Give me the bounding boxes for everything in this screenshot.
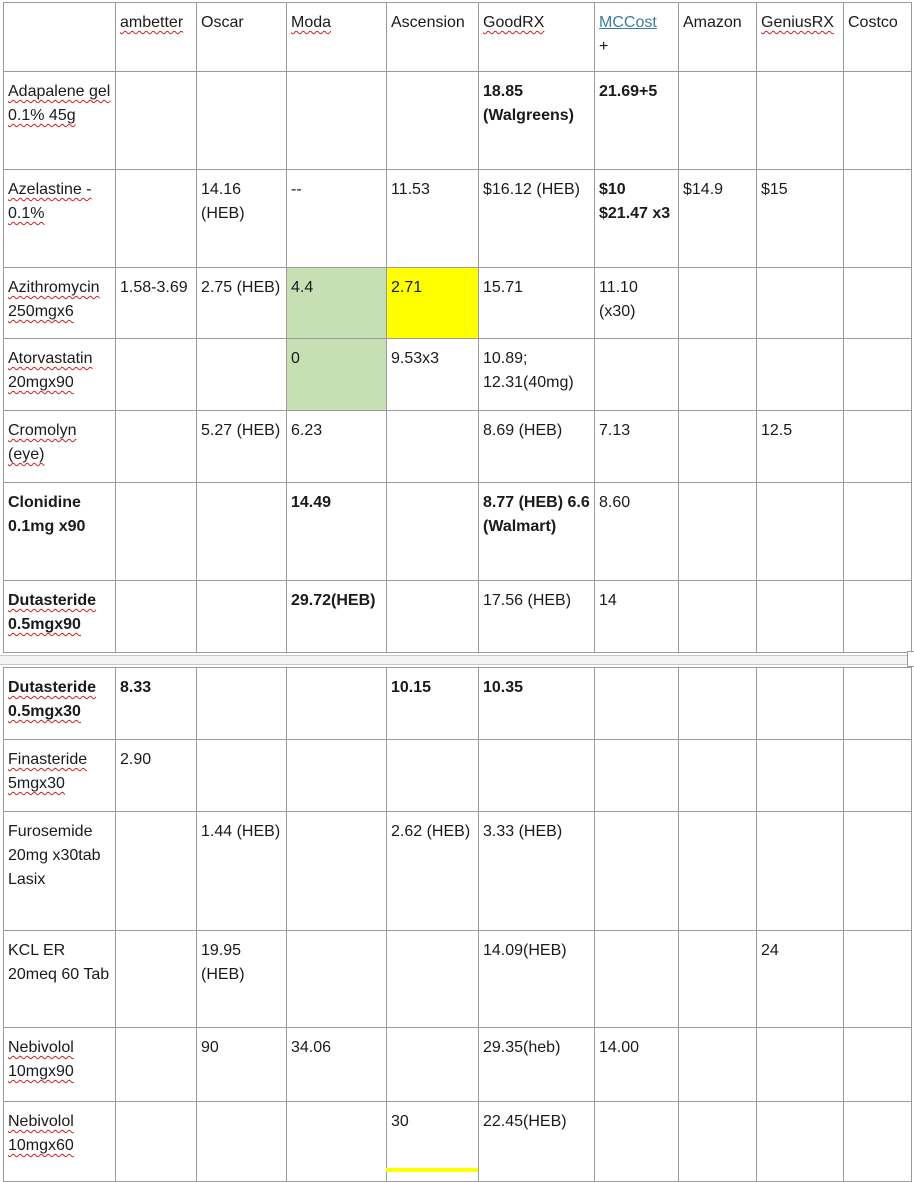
price-cell [679, 1028, 757, 1102]
price-cell: 10.35 [479, 668, 595, 740]
drug-name-cell: Cromolyn (eye) [4, 411, 116, 483]
mccost-link[interactable]: MCCost [599, 14, 657, 31]
header-mccost[interactable]: MCCost + [595, 3, 679, 72]
price-cell: 3.33 (HEB) [479, 812, 595, 931]
price-cell [844, 581, 912, 653]
price-cell [844, 72, 912, 170]
price-cell [844, 931, 912, 1028]
drug-name-cell: Clonidine 0.1mg x90 [4, 483, 116, 581]
price-cell [197, 740, 287, 812]
drug-name-cell: Azelastine - 0.1% [4, 170, 116, 268]
price-cell [287, 931, 387, 1028]
price-cell: $15 [757, 170, 844, 268]
price-cell [844, 411, 912, 483]
header-geniusrx: GeniusRX [757, 3, 844, 72]
price-cell: 14.49 [287, 483, 387, 581]
price-cell [679, 581, 757, 653]
price-cell: 21.69+5 [595, 72, 679, 170]
table-row [4, 931, 912, 1028]
table-row [4, 812, 912, 931]
price-cell: $10 $21.47 x3 [595, 170, 679, 268]
price-table-1 [3, 2, 912, 653]
price-cell [844, 483, 912, 581]
price-cell [116, 931, 197, 1028]
price-cell: 2.62 (HEB) [387, 812, 479, 931]
price-cell [197, 483, 287, 581]
price-cell [757, 483, 844, 581]
price-cell: 1.44 (HEB) [197, 812, 287, 931]
price-cell: 9.53x3 [387, 339, 479, 411]
price-cell [387, 1028, 479, 1102]
price-cell [595, 931, 679, 1028]
price-cell [844, 339, 912, 411]
price-cell [197, 1102, 287, 1182]
header-goodrx: GoodRX [479, 3, 595, 72]
header-ambetter: ambetter [116, 3, 197, 72]
price-cell [844, 1102, 912, 1182]
price-cell [679, 931, 757, 1028]
drug-name-cell: KCL ER 20meq 60 Tab [4, 931, 116, 1028]
header-costco: Costco [844, 3, 912, 72]
price-cell [116, 1028, 197, 1102]
table-row [4, 668, 912, 740]
price-cell [844, 268, 912, 339]
price-cell: 22.45(HEB) [479, 1102, 595, 1182]
header-oscar: Oscar [197, 3, 287, 72]
price-cell [116, 581, 197, 653]
price-cell: 14.09(HEB) [479, 931, 595, 1028]
price-table-2 [3, 667, 912, 1182]
price-cell [679, 1102, 757, 1182]
table-row [4, 740, 912, 812]
price-cell [595, 740, 679, 812]
price-cell [757, 339, 844, 411]
price-cell [757, 1102, 844, 1182]
price-cell [844, 1028, 912, 1102]
price-cell [287, 812, 387, 931]
price-cell: 8.60 [595, 483, 679, 581]
price-cell: 34.06 [287, 1028, 387, 1102]
price-cell: 8.33 [116, 668, 197, 740]
price-cell: 29.72(HEB) [287, 581, 387, 653]
price-cell [287, 740, 387, 812]
price-cell: $16.12 (HEB) [479, 170, 595, 268]
price-cell [197, 72, 287, 170]
price-cell [287, 668, 387, 740]
price-cell [757, 581, 844, 653]
table-row [4, 170, 912, 268]
price-cell [679, 339, 757, 411]
table-row [4, 581, 912, 653]
price-cell [757, 1028, 844, 1102]
price-cell [387, 72, 479, 170]
price-cell [757, 268, 844, 339]
price-cell [197, 668, 287, 740]
price-cell [595, 668, 679, 740]
price-cell [595, 812, 679, 931]
price-cell [116, 170, 197, 268]
price-cell [287, 1102, 387, 1182]
price-cell: 19.95 (HEB) [197, 931, 287, 1028]
header-cell-empty [4, 3, 116, 72]
price-cell [679, 268, 757, 339]
table-row [4, 411, 912, 483]
price-cell [116, 812, 197, 931]
price-cell: 8.77 (HEB) 6.6 (Walmart) [479, 483, 595, 581]
price-cell [387, 931, 479, 1028]
price-cell: 1.58-3.69 [116, 268, 197, 339]
drug-name-cell: Atorvastatin 20mgx90 [4, 339, 116, 411]
price-cell: 8.69 (HEB) [479, 411, 595, 483]
drug-name-cell: Azithromycin 250mgx6 [4, 268, 116, 339]
price-cell-highlight-green: 0 [287, 339, 387, 411]
price-cell [197, 581, 287, 653]
price-cell [757, 668, 844, 740]
price-cell [757, 740, 844, 812]
price-cell [679, 812, 757, 931]
price-cell [387, 581, 479, 653]
price-cell: 29.35(heb) [479, 1028, 595, 1102]
price-cell-highlight-green: 4.4 [287, 268, 387, 339]
price-cell: 7.13 [595, 411, 679, 483]
price-cell: 18.85 (Walgreens) [479, 72, 595, 170]
price-cell: 17.56 (HEB) [479, 581, 595, 653]
price-cell: 90 [197, 1028, 287, 1102]
drug-name-cell: Nebivolol 10mgx90 [4, 1028, 116, 1102]
price-cell [197, 339, 287, 411]
price-cell [387, 411, 479, 483]
header-ascension: Ascension [387, 3, 479, 72]
table-row [4, 339, 912, 411]
price-cell [116, 411, 197, 483]
price-cell [116, 1102, 197, 1182]
price-cell: 12.5 [757, 411, 844, 483]
price-cell [679, 411, 757, 483]
price-cell: 5.27 (HEB) [197, 411, 287, 483]
price-cell [844, 170, 912, 268]
price-cell [844, 668, 912, 740]
price-cell [757, 72, 844, 170]
price-cell: 11.10 (x30) [595, 268, 679, 339]
price-cell: 14 [595, 581, 679, 653]
price-cell [757, 812, 844, 931]
drug-name-cell: Nebivolol 10mgx60 [4, 1102, 116, 1182]
price-cell [679, 740, 757, 812]
price-cell [844, 740, 912, 812]
header-row [4, 3, 912, 72]
price-cell [479, 740, 595, 812]
price-cell [387, 483, 479, 581]
price-cell [116, 72, 197, 170]
price-cell: 14.00 [595, 1028, 679, 1102]
drug-name-cell: Dutasteride 0.5mgx90 [4, 581, 116, 653]
price-cell [287, 72, 387, 170]
price-cell [387, 740, 479, 812]
table-row [4, 72, 912, 170]
price-cell [595, 339, 679, 411]
price-cell [679, 72, 757, 170]
price-cell: 15.71 [479, 268, 595, 339]
table-row [4, 483, 912, 581]
price-cell: 30 [387, 1102, 479, 1182]
table-row [4, 1028, 912, 1102]
drug-name-cell: Adapalene gel 0.1% 45g [4, 72, 116, 170]
price-cell: 11.53 [387, 170, 479, 268]
header-moda: Moda [287, 3, 387, 72]
price-cell [844, 812, 912, 931]
price-cell [679, 483, 757, 581]
price-cell: 6.23 [287, 411, 387, 483]
price-cell: 14.16 (HEB) [197, 170, 287, 268]
price-cell: 2.75 (HEB) [197, 268, 287, 339]
drug-name-cell: Dutasteride 0.5mgx30 [4, 668, 116, 740]
price-cell: $14.9 [679, 170, 757, 268]
drug-name-cell: Furosemide 20mg x30tab Lasix [4, 812, 116, 931]
price-cell: 2.90 [116, 740, 197, 812]
cell-highlight-fragment [386, 1168, 478, 1172]
header-amazon: Amazon [679, 3, 757, 72]
page-break-handle[interactable] [907, 651, 914, 667]
price-cell: 10.15 [387, 668, 479, 740]
price-cell [116, 339, 197, 411]
price-cell-highlight-yellow: 2.71 [387, 268, 479, 339]
table-row [4, 268, 912, 339]
page-break-separator [0, 655, 914, 665]
drug-name-cell: Finasteride 5mgx30 [4, 740, 116, 812]
price-cell [679, 668, 757, 740]
price-cell [595, 1102, 679, 1182]
price-cell [116, 483, 197, 581]
price-cell: 24 [757, 931, 844, 1028]
price-cell: -- [287, 170, 387, 268]
price-cell: 10.89; 12.31(40mg) [479, 339, 595, 411]
